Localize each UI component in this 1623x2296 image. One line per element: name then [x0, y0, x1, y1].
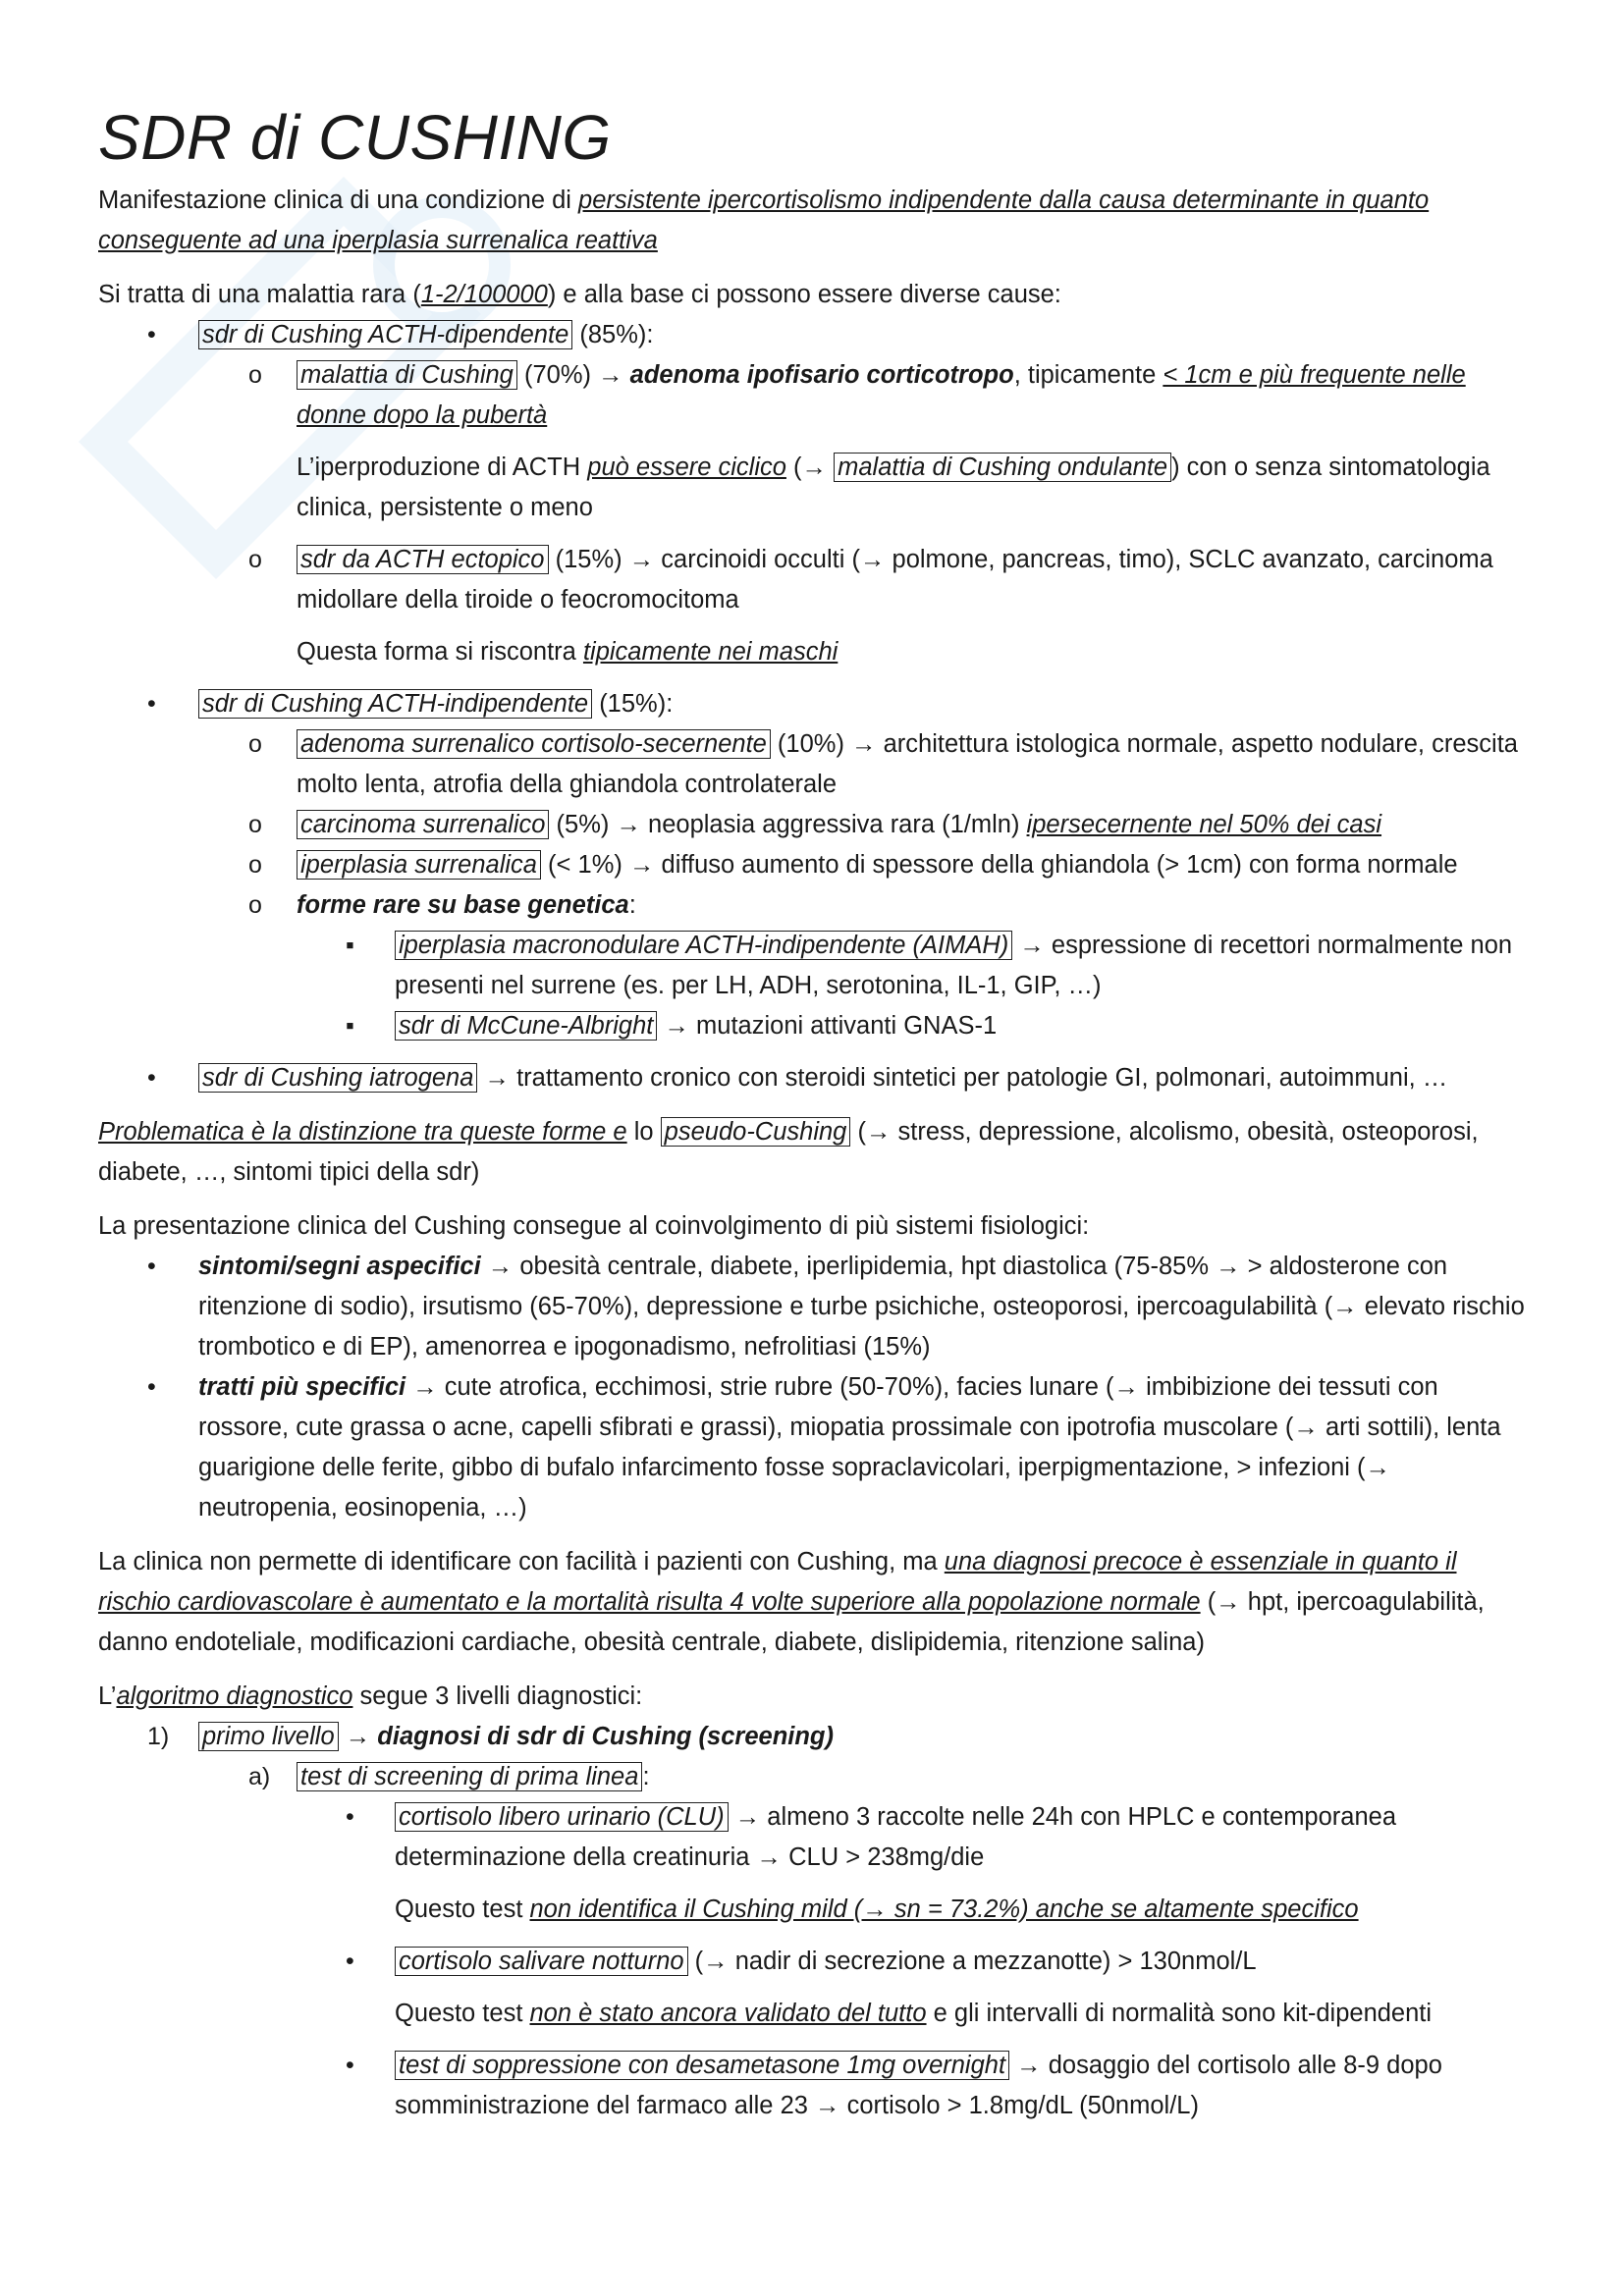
list-note: Questo test non identifica il Cushing mild (→ sn = 73.2%) anche se altamente specifico [395, 1896, 1359, 1923]
list-item: • sdr di Cushing iatrogena → trattamento cronico con steroidi sintetici per patologie GI, polmonari, autoimmuni, … [98, 1058, 1532, 1098]
presentazione-paragraph: La presentazione clinica del Cushing consegue al coinvolgimento di più sistemi fisiologici: [98, 1212, 1090, 1240]
causes-intro: Si tratta di una malattia rara (1-2/100000) e alla base ci possono essere diverse cause: [98, 281, 1061, 308]
bullet-circle: o [248, 546, 262, 573]
list-item: o sdr da ACTH ectopico (15%) → carcinoidi occulti (→ polmone, pancreas, timo), SCLC avanzato, carcinoma midollare della tiroide o feocromocitoma [98, 540, 1532, 620]
list-item: o forme rare su base genetica: [98, 885, 1532, 926]
bullet-square: ▪ [346, 1012, 354, 1040]
bullet-disc: • [147, 690, 156, 718]
page-title: SDR di CUSHING [98, 102, 612, 173]
intro-paragraph: Manifestazione clinica di una condizione di persistente ipercortisolismo indipendente dalla causa determinante in quanto conseguente ad una iperplasia surrenalica reattiva [98, 187, 1430, 254]
bullet-disc: • [147, 1064, 156, 1092]
list-item: • tratti più specifici → cute atrofica, ecchimosi, strie rubre (50-70%), facies lunare (→ imbibizione dei tessuti con rossore, cute grassa o acne, capelli sfibrati e grassi), miopatia prossimale con ipotrofia muscolare (→ arti sottili), lenta guarigione delle ferite, gibbo di bufalo infarcimento fosse sopraclavicolari, iperpigmentazione, > infezioni (→ neutropenia, eosinopenia, …) [98, 1367, 1532, 1528]
algoritmo-paragraph: L’algoritmo diagnostico segue 3 livelli diagnostici: [98, 1682, 643, 1710]
list-item: • test di soppressione con desametasone 1mg overnight → dosaggio del cortisolo alle 8-9 dopo somministrazione del farmaco alle 23 → cortisolo > 1.8mg/dL (50nmol/L) [98, 2046, 1532, 2126]
bullet-circle: o [248, 811, 262, 838]
list-item: • cortisolo libero urinario (CLU) → almeno 3 raccolte nelle 24h con HPLC e contemporanea determinazione della creatinuria → CLU > 238mg/die [98, 1797, 1532, 1878]
causes-list [98, 315, 1532, 1098]
list-number: 1) [147, 1723, 170, 1750]
list-note: L’iperproduzione di ACTH può essere ciclico (→ malattia di Cushing ondulante ) con o senza sintomatologia clinica, persistente o meno [297, 454, 1490, 521]
diagnostic-levels [98, 1717, 1532, 2126]
list-item: • cortisolo salivare notturno (→ nadir di secrezione a mezzanotte) > 130nmol/L [98, 1942, 1532, 1982]
bullet-circle: o [248, 730, 262, 758]
bullet-disc: • [147, 1373, 156, 1401]
list-note: Questo test non è stato ancora validato del tutto e gli intervalli di normalità sono kit-dipendenti [395, 2000, 1433, 2027]
list-item: o carcinoma surrenalico (5%) → neoplasia aggressiva rara (1/mln) ipersecernente nel 50% dei casi [98, 805, 1532, 845]
bullet-circle: o [248, 361, 262, 389]
bullet-disc: • [147, 1253, 156, 1280]
list-item: • sintomi/segni aspecifici → obesità centrale, diabete, iperlipidemia, hpt diastolica (75-85% → > aldosterone con ritenzione di sodio), irsutismo (65-70%), depressione e turbe psichiche, osteoporosi, ipercoagulabilità (→ elevato rischio trombotico e di EP), amenorrea e ipogonadismo, nefrolitiasi (15%) [98, 1247, 1532, 1367]
pseudo-paragraph: Problematica è la distinzione tra queste forme e lo pseudo-Cushing (→ stress, depressione, alcolismo, obesità, osteoporosi, diabete, …, sintomi tipici della sdr) [98, 1118, 1479, 1186]
clinica-paragraph: La clinica non permette di identificare con facilità i pazienti con Cushing, ma una diagnosi precoce è essenziale in quanto il rischio cardiovascolare è aumentato e la mortalità risulta 4 volte superiore alla popolazione normale (→ hpt, ipercoagulabilità, danno endoteliale, modificazioni cardiache, obesità centrale, diabete, dislipidemia, ritenzione salina) [98, 1548, 1485, 1656]
list-item: o malattia di Cushing (70%) → adenoma ipofisario corticotropo, tipicamente < 1cm e più frequente nelle donne dopo la pubertà [98, 355, 1532, 436]
list-item: o adenoma surrenalico cortisolo-secernente (10%) → architettura istologica normale, aspetto nodulare, crescita molto lenta, atrofia della ghiandola controlaterale [98, 724, 1532, 805]
list-item: a) test di screening di prima linea : [98, 1757, 1532, 1797]
list-item: o iperplasia surrenalica (< 1%) → diffuso aumento di spessore della ghiandola (> 1cm) con forma normale [98, 845, 1532, 885]
list-item: • sdr di Cushing ACTH-dipendente (85%): [98, 315, 1532, 355]
bullet-disc: • [346, 1803, 354, 1831]
bullet-circle: o [248, 891, 262, 919]
list-note: Questa forma si riscontra tipicamente nei maschi [297, 638, 839, 666]
bullet-disc: • [147, 321, 156, 348]
bullet-disc: • [346, 2052, 354, 2079]
list-letter: a) [248, 1763, 271, 1790]
list-item: ▪ sdr di McCune-Albright → mutazioni attivanti GNAS-1 [98, 1006, 1532, 1046]
bullet-square: ▪ [346, 932, 354, 959]
symptoms-list [98, 1247, 1532, 1528]
list-item: • sdr di Cushing ACTH-indipendente (15%): [98, 684, 1532, 724]
list-item: 1) primo livello → diagnosi di sdr di Cushing (screening) [98, 1717, 1532, 1757]
bullet-disc: • [346, 1948, 354, 1975]
document-page [98, 98, 1532, 2126]
bullet-circle: o [248, 851, 262, 879]
list-item: ▪ iperplasia macronodulare ACTH-indipendente (AIMAH) → espressione di recettori normalmente non presenti nel surrene (es. per LH, ADH, serotonina, IL-1, GIP, …) [98, 926, 1532, 1006]
